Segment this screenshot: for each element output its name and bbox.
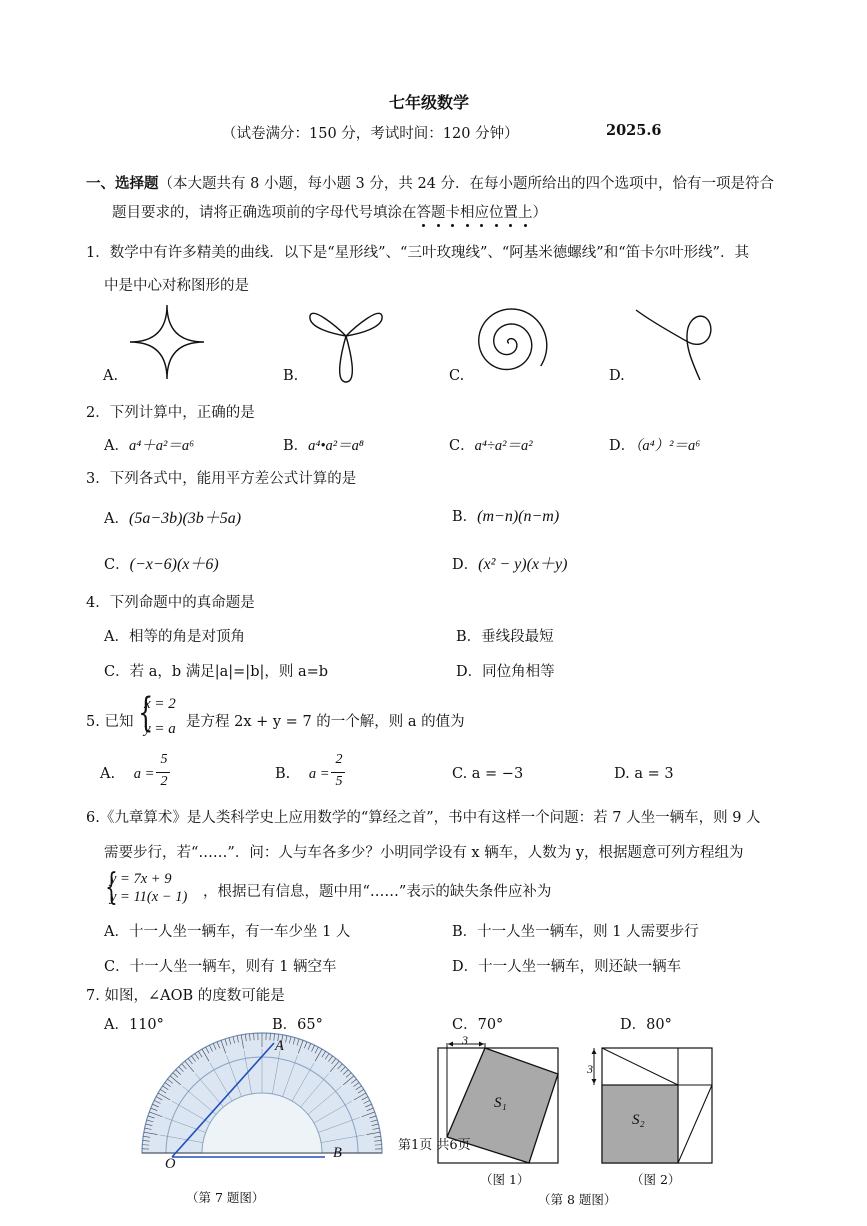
q1-option-a[interactable]: A. — [103, 368, 119, 384]
section-intro-text: （本大题共有 8 小题，每小题 3 分，共 24 分．在每小题所给出的四个选项中，恰有一项是符合 — [158, 176, 775, 192]
exam-info: （试卷满分：150 分，考试时间：120 分钟） — [222, 126, 519, 142]
exam-date: 2025.6 — [606, 122, 662, 139]
q5-suffix: 是方程 2x + y = 7 的一个解，则 a 的值为 — [186, 714, 465, 730]
three-leaf-rose-curve — [306, 300, 386, 386]
q4-option-d[interactable]: D．同位角相等 — [456, 664, 555, 680]
q2-option-d[interactable] — [609, 434, 700, 455]
option-label: D． — [452, 557, 479, 573]
q8-figure-2 — [590, 1045, 720, 1165]
q4-option-b[interactable]: B．垂线段最短 — [456, 629, 554, 645]
q2-option-b[interactable] — [283, 434, 364, 455]
q7-figure-caption: （第 7 题图） — [186, 1190, 265, 1205]
q5-a-fraction-bar — [156, 772, 170, 773]
option-expression: (x² − y)(x＋y) — [478, 556, 568, 573]
q6-brace: { — [105, 867, 118, 908]
q5-option-a[interactable] — [100, 766, 154, 783]
q5-brace: { — [138, 690, 154, 736]
section-intro-line2 — [112, 201, 547, 222]
q7-option-b[interactable]: B．65° — [272, 1017, 323, 1033]
q5-prefix: 5. 已知 — [86, 714, 134, 730]
q7-option-d[interactable]: D．80° — [620, 1017, 672, 1033]
option-expression: a⁴＋a²＝a⁶ — [128, 438, 195, 454]
q4-option-c[interactable]: C．若 a，b 满足|a|=|b|，则 a=b — [104, 664, 329, 680]
q7-option-c[interactable]: C．70° — [452, 1017, 504, 1033]
q1-stem-line1: 1．数学中有许多精美的曲线．以下是“星形线”、“三叶玫瑰线”、“阿基米德螺线”和“笛卡尔叶形线”．其 — [86, 245, 750, 261]
page-number: 第1页 共6页 — [398, 1138, 471, 1153]
option-label: A． — [104, 511, 129, 527]
q5-option-c[interactable]: C. a = −3 — [452, 766, 524, 782]
option-expression: (5a−3b)(3b＋5a) — [128, 510, 242, 527]
q6-stem-line2: 需要步行，若“……”．问：人与车各多少？小明同学设有 x 辆车，人数为 y，根据题意可列方程组为 — [104, 845, 744, 861]
option-label: A． — [104, 438, 129, 454]
option-lhs: a = — [308, 766, 330, 782]
q3-option-d[interactable] — [452, 551, 567, 574]
option-expression: （a⁴）²＝a⁶ — [635, 438, 701, 454]
q5-system-line1: x = 2 — [144, 696, 176, 712]
q6-option-c[interactable]: C．十一人坐一辆车，则有 1 辆空车 — [104, 959, 337, 975]
q5-b-fraction-bar — [331, 772, 345, 773]
option-label: A. — [100, 766, 116, 782]
q5-option-d[interactable]: D. a = 3 — [614, 766, 674, 782]
archimedean-spiral — [468, 303, 550, 383]
option-label: C． — [104, 557, 130, 573]
q3-option-a[interactable] — [104, 505, 241, 528]
option-label: B． — [452, 509, 478, 525]
q7-option-a[interactable]: A．110° — [104, 1017, 164, 1033]
q4-option-a[interactable]: A．相等的角是对顶角 — [104, 629, 245, 645]
section-intro-prefix: 题目要求的，请将正确选项前的字母代号填涂在 — [112, 205, 417, 221]
q1-stem-line2: 中是中心对称图形的是 — [104, 278, 249, 294]
q6-system-line1: y = 7x + 9 — [110, 871, 172, 887]
section-intro-dotted: 答题卡相应位置上 — [416, 205, 533, 221]
q8-figure-caption: （第 8 题图） — [538, 1192, 617, 1207]
fig2-region-label: S₂ — [632, 1112, 645, 1128]
q5-system-line2: y = a — [144, 721, 176, 737]
astroid-curve — [128, 303, 206, 381]
q5-a-denominator: 2 — [160, 774, 168, 789]
fig2-caption: （图 2） — [631, 1172, 681, 1187]
q3-option-c[interactable] — [104, 551, 219, 574]
option-lhs: a = — [133, 766, 155, 782]
folium-of-descartes — [634, 304, 718, 384]
fig1-dimension-label: 3 — [462, 1033, 468, 1047]
q5-b-numerator: 2 — [335, 752, 343, 767]
option-label: C． — [449, 438, 475, 454]
q1-option-c[interactable]: C. — [449, 368, 465, 384]
q7-stem: 7. 如图，∠AOB 的度数可能是 — [86, 988, 285, 1004]
point-b-label: B — [333, 1145, 342, 1161]
section-intro-line1 — [86, 172, 774, 193]
option-expression: a⁴•a²＝a⁸ — [308, 438, 364, 454]
q3-option-b[interactable] — [452, 505, 559, 526]
section-heading: 一、选择题 — [86, 175, 159, 192]
q3-stem: 3．下列各式中，能用平方差公式计算的是 — [86, 471, 357, 487]
option-label: B. — [275, 766, 291, 782]
q6-system-line2: y = 11(x − 1) — [110, 889, 188, 905]
protractor-figure — [120, 1035, 360, 1170]
q6-stem-line3: ，根据已有信息，题中用“……”表示的缺失条件应补为 — [203, 884, 552, 900]
option-expression: a⁴÷a²＝a² — [474, 438, 533, 454]
q1-option-d[interactable]: D. — [609, 368, 625, 384]
section-intro-suffix: ） — [532, 205, 547, 221]
q6-option-b[interactable]: B．十一人坐一辆车，则 1 人需要步行 — [452, 924, 699, 940]
point-o-label: O — [165, 1156, 176, 1172]
q5-a-numerator: 5 — [160, 752, 168, 767]
page-title: 七年级数学 — [389, 93, 470, 112]
fig2-dimension-label: 3 — [587, 1062, 593, 1076]
option-expression: (−x−6)(x＋6) — [129, 556, 219, 573]
q5-b-denominator: 5 — [335, 774, 343, 789]
q2-option-a[interactable] — [104, 434, 194, 455]
q6-option-a[interactable]: A．十一人坐一辆车，有一车少坐 1 人 — [104, 924, 351, 940]
q2-option-c[interactable] — [449, 434, 533, 455]
option-label: D． — [609, 438, 636, 454]
q1-option-b[interactable]: B. — [283, 368, 299, 384]
point-a-label: A — [275, 1038, 284, 1054]
q5-option-b[interactable] — [275, 766, 330, 783]
q4-stem: 4．下列命题中的真命题是 — [86, 595, 255, 611]
option-label: B． — [283, 438, 309, 454]
fig1-caption: （图 1） — [480, 1172, 530, 1187]
q6-option-d[interactable]: D．十一人坐一辆车，则还缺一辆车 — [452, 959, 682, 975]
option-expression: (m−n)(n−m) — [477, 508, 560, 525]
fig1-region-label: S₁ — [494, 1095, 507, 1111]
q2-stem: 2．下列计算中，正确的是 — [86, 405, 255, 421]
q6-stem-line1: 6.《九章算术》是人类科学史上应用数学的“算经之首”，书中有这样一个问题：若 7 人坐一辆车，则 9 人 — [86, 810, 761, 826]
